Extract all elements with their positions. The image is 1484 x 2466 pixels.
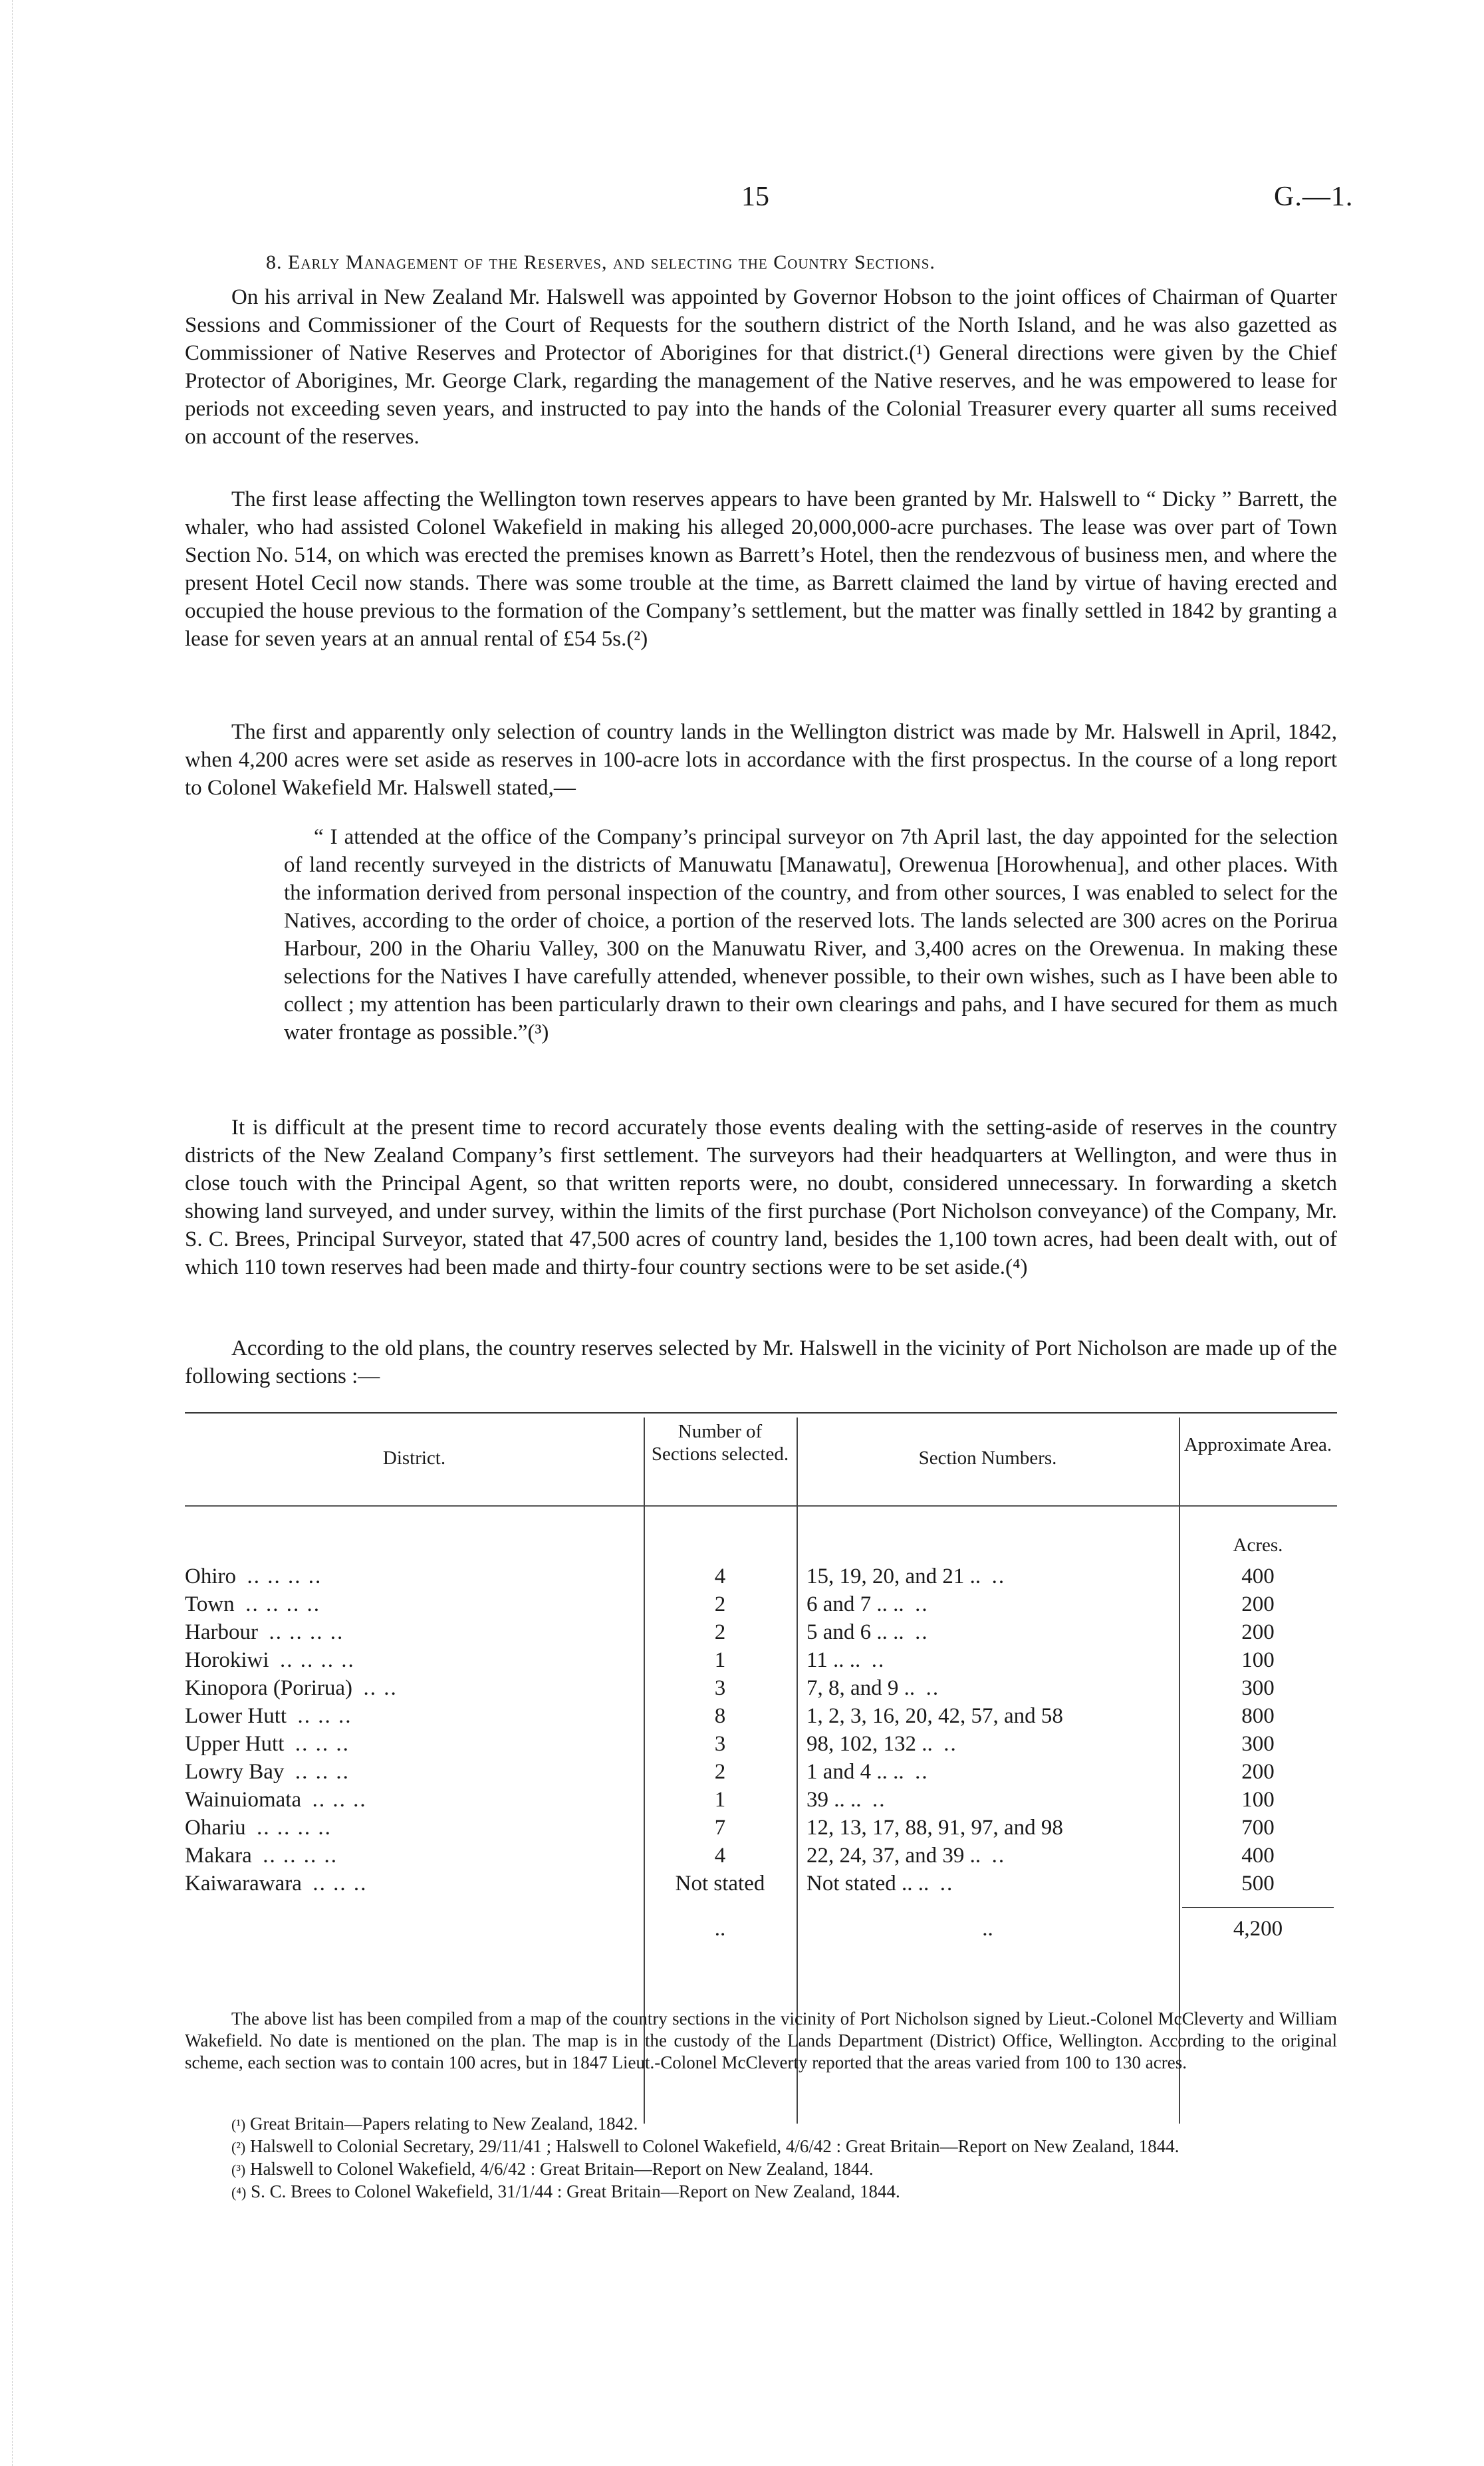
- leader-dots: .. .. .. ..: [245, 1592, 320, 1616]
- paragraph-halswell-appointment: [185, 283, 1337, 451]
- section-numbers: 7, 8, and 9 ..: [806, 1676, 916, 1700]
- leader-dots: .. .. ..: [295, 1760, 350, 1784]
- district-name: Ohiro: [185, 1564, 236, 1588]
- total-area-cell: 4,200: [1233, 1917, 1283, 1941]
- footnotes: [185, 2113, 1337, 2203]
- leader-dots: ..: [915, 1760, 929, 1784]
- section-numbers: 1 and 4 .. ..: [806, 1760, 904, 1784]
- leader-dots: .. .. ..: [312, 1788, 367, 1812]
- total-sections-cell: ..: [982, 1917, 993, 1941]
- district-name: Harbour: [185, 1620, 258, 1644]
- table-row: [185, 1730, 1337, 1758]
- paragraph-first-lease: [185, 485, 1337, 653]
- sections-count-cell: 2: [714, 1760, 726, 1784]
- area-cell: 300: [1241, 1732, 1275, 1756]
- leader-dots: ..: [871, 1648, 886, 1672]
- district-cell: [185, 1786, 637, 1814]
- section-numbers: 1, 2, 3, 16, 20, 42, 57, and 58: [806, 1704, 1063, 1728]
- table-note: The above list has been compiled from a map of the country sections in the vicinity of Port Nicholson signed by Lieut.-Colonel McCleverty and William Wakefield. No date is mentioned on the plan. The map is in the custody of the Lands Department (District) Office, Wellington. According to the original scheme, each section was to contain 100 acres, but in 1847 Lieut.-Colonel McCleverty reported that the areas varied from 100 to 130 acres.: [185, 2009, 1337, 2072]
- district-cell: [185, 1590, 637, 1618]
- district-name: Upper Hutt: [185, 1732, 285, 1756]
- table-row: [185, 1646, 1337, 1674]
- total-number-cell: ..: [714, 1917, 726, 1941]
- header-district: District.: [382, 1447, 446, 1469]
- district-name: Wainuiomata: [185, 1788, 302, 1812]
- header-approximate-area: Approximate Area.: [1183, 1434, 1332, 1455]
- table-row: [185, 1842, 1337, 1870]
- quoted-report: “ I attended at the office of the Company’s principal surveyor on 7th April last, the day appointed for the selection of land recently surveyed in the districts of Manuwatu [Manawatu], Orewenua [Horowhenua], and other places. With the information derived from personal inspection of the country, and from other sources, I was enabled to select for the Natives, according to the order of choice, a portion of the reserved lots. The lands selected are 300 acres on the Porirua Harbour, 200 in the Ohariu Valley, 300 on the Manuwatu River, and 3,400 acres on the Orewenua. In making these selections for the Natives I have carefully attended, whenever possible, to their own wishes, such as I have been able to collect ; my attention has been particularly drawn to their own clearings and pahs, and I have secured for them as much water frontage as possible.”(³): [284, 825, 1338, 1045]
- area-cell: 800: [1241, 1704, 1275, 1728]
- sections-count-cell: 4: [714, 1844, 726, 1868]
- leader-dots: ..: [943, 1732, 957, 1756]
- district-name: Town: [185, 1592, 235, 1616]
- page-number: 15: [741, 182, 769, 212]
- sections-count-cell: 7: [714, 1816, 726, 1840]
- paragraph-text: According to the old plans, the country reserves selected by Mr. Halswell in the vicinity of Port Nicholson are made up of the following sections :—: [185, 1336, 1337, 1388]
- leader-dots: ..: [872, 1788, 886, 1812]
- footnote-mark: (⁴): [231, 2184, 247, 2201]
- section-heading: 8. Early Management of the Reserves, and selecting the Country Sections.: [266, 251, 935, 273]
- header-section-numbers: Section Numbers.: [918, 1447, 1057, 1469]
- table-row: [185, 1814, 1337, 1842]
- area-cell: 200: [1241, 1592, 1275, 1616]
- section-numbers-cell: [806, 1618, 1172, 1646]
- district-cell: [185, 1562, 637, 1590]
- leader-dots: .. .. .. ..: [269, 1620, 344, 1644]
- leader-dots: .. .. ..: [295, 1732, 350, 1756]
- footnote-text: Halswell to Colonel Wakefield, 4/6/42 : Great Britain—Report on New Zealand, 1844.: [250, 2159, 874, 2179]
- leader-dots: ..: [939, 1872, 954, 1896]
- section-numbers-cell: [806, 1646, 1172, 1674]
- sections-count-cell: 1: [714, 1648, 726, 1672]
- sections-count-cell: 3: [714, 1676, 726, 1700]
- section-numbers: 22, 24, 37, and 39 ..: [806, 1844, 981, 1868]
- district-cell: [185, 1702, 637, 1730]
- section-numbers: 39 .. ..: [806, 1788, 862, 1812]
- section-numbers-cell: [806, 1590, 1172, 1618]
- footnote-text: Halswell to Colonial Secretary, 29/11/41 ; Halswell to Colonel Wakefield, 4/6/42 : Great Britain—Report on New Zealand, 1844.: [250, 2136, 1179, 2156]
- district-cell: [185, 1618, 637, 1646]
- table-header-rule: [185, 1505, 1337, 1507]
- section-numbers: 98, 102, 132 ..: [806, 1732, 933, 1756]
- paragraph-surveyors: [185, 1114, 1337, 1281]
- section-numbers-cell: [806, 1842, 1172, 1870]
- district-cell: [185, 1870, 637, 1898]
- footnote-text: Great Britain—Papers relating to New Zealand, 1842.: [250, 2114, 638, 2134]
- leader-dots: ..: [991, 1844, 1006, 1868]
- leader-dots: .. .. .. ..: [257, 1816, 332, 1840]
- area-cell: 200: [1241, 1760, 1275, 1784]
- table-row: [185, 1618, 1337, 1646]
- area-cell: 100: [1241, 1648, 1275, 1672]
- area-cell: 400: [1241, 1844, 1275, 1868]
- table-row: [185, 1562, 1337, 1590]
- leader-dots: .. ..: [363, 1676, 398, 1700]
- district-name: Lower Hutt: [185, 1704, 287, 1728]
- section-numbers: 12, 13, 17, 88, 91, 97, and 98: [806, 1816, 1063, 1840]
- paragraph-country-selection: [185, 718, 1337, 802]
- district-cell: [185, 1730, 637, 1758]
- section-numbers: 6 and 7 .. ..: [806, 1592, 904, 1616]
- paragraph-table-intro: [185, 1334, 1337, 1390]
- section-numbers-cell: [806, 1730, 1172, 1758]
- section-numbers-cell: [806, 1814, 1172, 1842]
- sections-count-cell: 4: [714, 1564, 726, 1588]
- area-cell: 700: [1241, 1816, 1275, 1840]
- footnote-mark: (²): [231, 2139, 246, 2156]
- section-numbers-cell: [806, 1702, 1172, 1730]
- table-row: [185, 1870, 1337, 1898]
- paragraph-text: On his arrival in New Zealand Mr. Halswell was appointed by Governor Hobson to the joint offices of Chairman of Quarter Sessions and Commissioner of the Court of Requests for the southern district of the North Island, and he was also gazetted as Commissioner of Native Reserves and Protector of Aborigines for that district.(¹) General directions were given by the Chief Protector of Aborigines, Mr. George Clark, regarding the management of the Native reserves, and he was empowered to lease for periods not exceeding seven years, and instructed to pay into the hands of the Colonial Treasurer every quarter all sums received on account of the reserves.: [185, 285, 1337, 449]
- district-cell: [185, 1758, 637, 1786]
- header-number-of-sections: Number of Sections selected.: [651, 1421, 789, 1465]
- district-name: Ohariu: [185, 1816, 246, 1840]
- area-cell: 100: [1241, 1788, 1275, 1812]
- sections-count-cell: 3: [714, 1732, 726, 1756]
- district-cell: [185, 1842, 637, 1870]
- sections-count-cell: Not stated: [675, 1872, 765, 1896]
- page-edge: [12, 0, 13, 2466]
- footnote: [185, 2136, 1337, 2158]
- footnote: [185, 2113, 1337, 2136]
- area-cell: 300: [1241, 1676, 1275, 1700]
- footnote-mark: (¹): [231, 2116, 246, 2133]
- section-numbers-cell: [806, 1870, 1172, 1898]
- section-numbers: Not stated .. ..: [806, 1872, 929, 1896]
- leader-dots: ..: [926, 1676, 940, 1700]
- sections-count-cell: 2: [714, 1620, 726, 1644]
- sections-count-cell: 1: [714, 1788, 726, 1812]
- acres-unit-label: Acres.: [1233, 1535, 1283, 1556]
- area-cell: 400: [1241, 1564, 1275, 1588]
- section-numbers-cell: [806, 1758, 1172, 1786]
- table-row: [185, 1786, 1337, 1814]
- district-cell: [185, 1814, 637, 1842]
- footnote: [185, 2158, 1337, 2181]
- area-cell: 200: [1241, 1620, 1275, 1644]
- section-numbers: 5 and 6 .. ..: [806, 1620, 904, 1644]
- footnote: [185, 2181, 1337, 2203]
- section-numbers-cell: [806, 1786, 1172, 1814]
- leader-dots: ..: [915, 1592, 929, 1616]
- district-name: Horokiwi: [185, 1648, 269, 1672]
- paragraph-text: The first and apparently only selection of country lands in the Wellington district was made by Mr. Halswell in April, 1842, when 4,200 acres were set aside as reserves in 100-acre lots in accordance with the first prospectus. In the course of a long report to Colonel Wakefield Mr. Halswell stated,—: [185, 720, 1337, 800]
- total-row: [185, 1915, 1337, 1943]
- area-cell: 500: [1241, 1872, 1275, 1896]
- page-code: G.—1.: [1274, 182, 1354, 212]
- section-numbers: 15, 19, 20, and 21 ..: [806, 1564, 981, 1588]
- leader-dots: .. .. .. ..: [280, 1648, 355, 1672]
- section-numbers-cell: [806, 1674, 1172, 1702]
- footnote-text: S. C. Brees to Colonel Wakefield, 31/1/44 : Great Britain—Report on New Zealand, 1844.: [251, 2181, 900, 2201]
- section-numbers-cell: [806, 1562, 1172, 1590]
- district-name: Lowry Bay: [185, 1760, 285, 1784]
- table-row: [185, 1674, 1337, 1702]
- paragraph-text: It is difficult at the present time to record accurately those events dealing with the setting-aside of reserves in the country districts of the New Zealand Company’s first settlement. The surveyors had their headquarters at Wellington, and were thus in close touch with the Principal Agent, so that written reports were, no doubt, considered unnecessary. In forwarding a sketch showing land surveyed, and under survey, within the limits of the first purchase (Port Nicholson conveyance) of the Company, Mr. S. C. Brees, Principal Surveyor, stated that 47,500 acres of country land, besides the 1,100 town acres, had been dealt with, out of which 110 town reserves had been made and thirty-four country sections were to be set aside.(⁴): [185, 1116, 1337, 1279]
- table-top-rule: [185, 1412, 1337, 1414]
- sections-count-cell: 2: [714, 1592, 726, 1616]
- leader-dots: .. .. .. ..: [247, 1564, 322, 1588]
- district-cell: [185, 1674, 637, 1702]
- district-name: Kinopora (Porirua): [185, 1676, 353, 1700]
- total-rule: [1182, 1907, 1334, 1908]
- leader-dots: .. .. .. ..: [263, 1844, 338, 1868]
- paragraph-text: The first lease affecting the Wellington town reserves appears to have been granted by Mr. Halswell to “ Dicky ” Barrett, the whaler, who had assisted Colonel Wakefield in making his alleged 20,000,000-acre purchases. The lease was over part of Town Section No. 514, on which was erected the premises known as Barrett’s Hotel, then the rendezvous of business men, and where the present Hotel Cecil now stands. There was some trouble at the time, as Barrett claimed the land by virtue of having erected and occupied the house previous to the formation of the Company’s settlement, but the matter was finally settled in 1842 by granting a lease for seven years at an annual rental of £54 5s.(²): [185, 487, 1337, 651]
- district-name: Kaiwarawara: [185, 1872, 302, 1896]
- table-row: [185, 1590, 1337, 1618]
- sections-count-cell: 8: [714, 1704, 726, 1728]
- district-name: Makara: [185, 1844, 252, 1868]
- district-cell: [185, 1646, 637, 1674]
- table-row: [185, 1702, 1337, 1730]
- leader-dots: .. .. ..: [297, 1704, 352, 1728]
- table-row: [185, 1758, 1337, 1786]
- section-numbers: 11 .. ..: [806, 1648, 861, 1672]
- leader-dots: .. .. ..: [312, 1872, 368, 1896]
- leader-dots: ..: [991, 1564, 1006, 1588]
- footnote-mark: (³): [231, 2161, 246, 2178]
- leader-dots: ..: [915, 1620, 929, 1644]
